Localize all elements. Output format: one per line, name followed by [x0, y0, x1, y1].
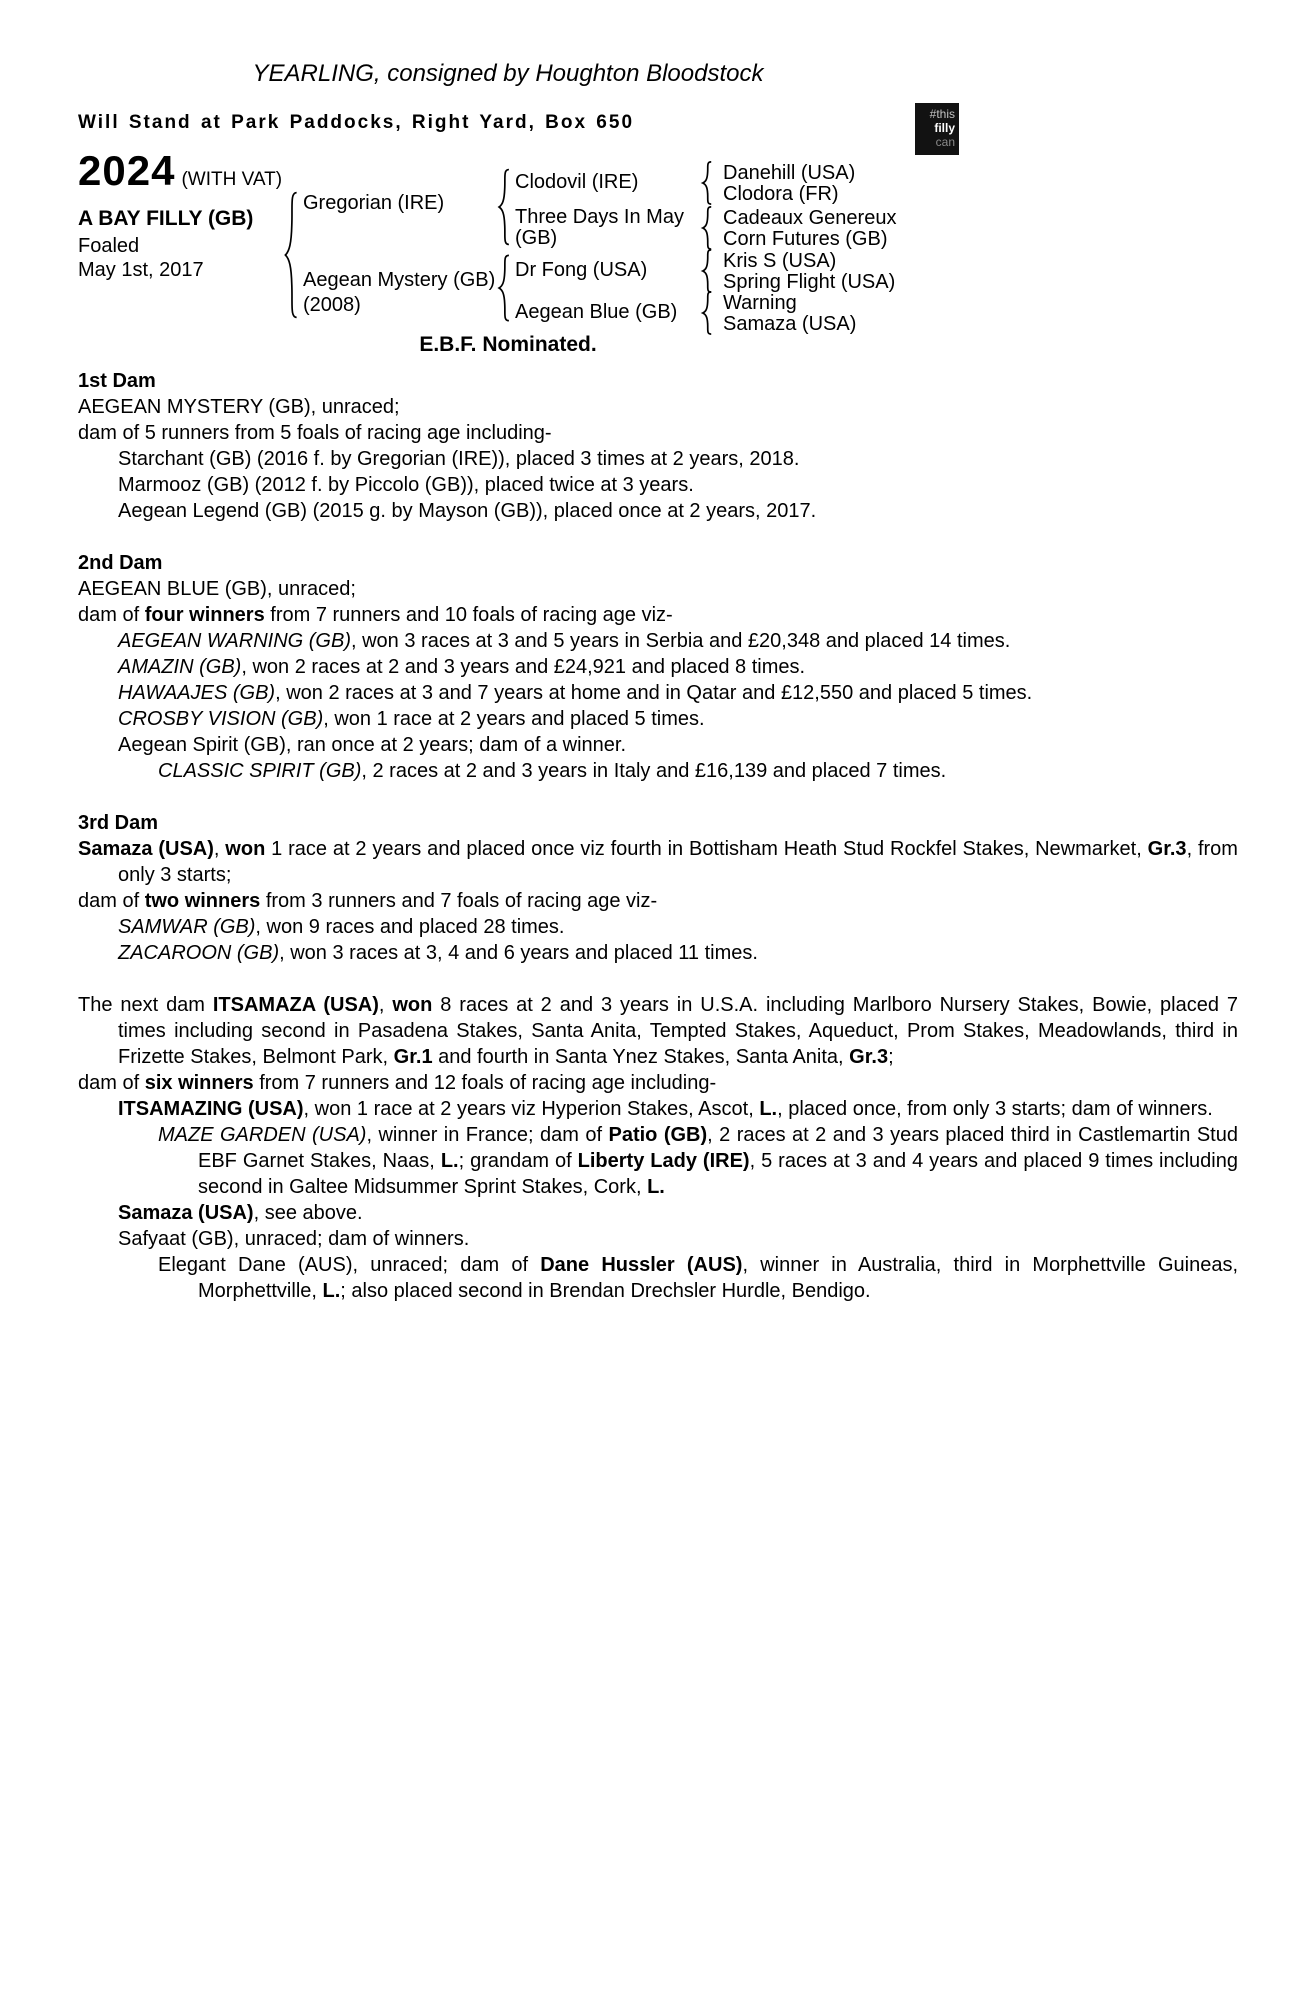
text-run: AEGEAN MYSTERY (GB), unraced; [78, 396, 400, 418]
vat-note: (WITH VAT) [181, 169, 283, 190]
pedigree-paragraph [158, 1252, 1239, 1304]
gen3-name-2: Clodora (FR) [723, 183, 839, 205]
text-run: HAWAAJES (GB) [118, 682, 276, 704]
text-run: SAMWAR (GB) [118, 916, 256, 938]
brace-gen3-1-icon [701, 161, 713, 205]
gen3-name-3: Cadeaux Genereux [723, 207, 897, 229]
pedigree-paragraph [78, 836, 1238, 888]
brace-gen2-sire-icon [497, 168, 511, 246]
text-run: ; also placed second in Brendan Drechsler Hurdle, Bendigo. [340, 1280, 871, 1302]
brace-gen2-dam-icon [497, 254, 511, 322]
text-run: CLASSIC SPIRIT (GB) [158, 760, 362, 782]
text-run: four winners [144, 604, 265, 626]
text-run: L. [440, 1150, 459, 1172]
pedigree-paragraph [118, 680, 1238, 706]
text-run: dam of 5 runners from 5 foals of racing age including- [78, 422, 552, 444]
text-run: , won 2 races at 2 and 3 years and £24,921 and placed 8 times. [241, 656, 806, 678]
text-run: Gr.1 [393, 1046, 433, 1068]
section-heading: 3rd Dam [78, 812, 159, 834]
pedigree-paragraph [118, 1096, 1238, 1122]
text-run: ZACAROON (GB) [118, 942, 280, 964]
lot-number: 2024 [78, 147, 176, 194]
text-run: dam of [78, 1072, 145, 1094]
pedigree-paragraph [118, 732, 1238, 758]
dam-birth-year: (2008) [303, 294, 361, 316]
text-run: Aegean Spirit (GB), ran once at 2 years; dam of a winner. [118, 734, 627, 756]
catalogue-text [78, 368, 1238, 1304]
text-run: Starchant (GB) (2016 f. by Gregorian (IRE)), placed 3 times at 2 years, 2018. [118, 448, 800, 470]
text-run: Marmooz (GB) (2012 f. by Piccolo (GB)), placed twice at 3 years. [118, 474, 694, 496]
text-run: MAZE GARDEN (USA) [158, 1124, 367, 1146]
dam-section [78, 992, 1238, 1304]
text-run: , 2 races at 2 and 3 years in Italy and £16,139 and placed 7 times. [361, 760, 947, 782]
text-run: , won 3 races at 3 and 5 years in Serbia and £20,348 and placed 14 times. [351, 630, 1011, 652]
text-run: AEGEAN BLUE (GB), unraced; [78, 578, 356, 600]
text-run: dam of [78, 604, 145, 626]
text-run: , 2 races at 2 and 3 years placed third in Castlemartin Stud EBF Garnet Stakes, Naas, [198, 1124, 1238, 1172]
stand-location-line: Will Stand at Park Paddocks, Right Yard, Box 650 [78, 112, 635, 133]
sire-name: Gregorian (IRE) [303, 192, 445, 214]
pedigree-paragraph [78, 602, 1238, 628]
brace-gen1-icon [283, 190, 299, 320]
pedigree-paragraph [158, 1122, 1238, 1200]
text-run: , see above. [253, 1202, 363, 1224]
pedigree-paragraph [78, 394, 1238, 420]
pedigree-paragraph [118, 446, 1238, 472]
pedigree-paragraph [118, 914, 1238, 940]
text-run: Elegant Dane (AUS), unraced; dam of [158, 1254, 541, 1276]
text-run: Dane Hussler (AUS) [540, 1254, 743, 1276]
pedigree-paragraph [118, 628, 1238, 654]
brace-gen3-2-icon [701, 206, 713, 250]
text-run: Liberty Lady (IRE) [577, 1150, 750, 1172]
pedigree-paragraph [118, 1226, 1238, 1252]
gen3-name-1: Danehill (USA) [723, 162, 856, 184]
dam-section [78, 550, 1238, 784]
text-run: 1 race at 2 years and placed once viz fourth in Bottisham Heath Stud Rockfel Stakes, Newmarket, [265, 838, 1148, 860]
dam-name: Aegean Mystery (GB) [303, 269, 496, 291]
text-run: dam of [78, 890, 145, 912]
text-run: Safyaat (GB), unraced; dam of winners. [118, 1228, 470, 1250]
text-run: Patio (GB) [608, 1124, 708, 1146]
consignment-title: YEARLING, consigned by Houghton Bloodstock [252, 60, 764, 87]
text-run: L. [759, 1098, 778, 1120]
text-run: , placed once, from only 3 starts; dam of winners. [777, 1098, 1213, 1120]
section-heading: 2nd Dam [78, 552, 163, 574]
text-run: Aegean Legend (GB) (2015 g. by Mayson (GB)), placed once at 2 years, 2017. [118, 500, 817, 522]
text-run: , 5 races at 3 and 4 years and placed 9 times including second in Galtee Midsummer Sprint Stakes, Cork, [198, 1150, 1238, 1198]
text-run: , winner in Australia, third in Morphettville Guineas, Morphettville, [198, 1254, 1239, 1302]
badge-line-1: #this [929, 107, 955, 121]
dam-section [78, 368, 1238, 524]
pedigree-paragraph [118, 654, 1238, 680]
text-run: two winners [144, 890, 261, 912]
text-run: ; [888, 1046, 894, 1068]
gen3-name-6: Spring Flight (USA) [723, 271, 896, 293]
gen3-name-4: Corn Futures (GB) [723, 228, 888, 250]
text-run: ; grandam of [458, 1150, 578, 1172]
dam-dam-name: Aegean Blue (GB) [515, 301, 678, 323]
text-run: and fourth in Santa Ynez Stakes, Santa Anita, [432, 1046, 850, 1068]
pedigree-paragraph [78, 1070, 1238, 1096]
text-run: Gr.3 [849, 1046, 889, 1068]
text-run: Gr.3 [1147, 838, 1187, 860]
pedigree-paragraph [118, 706, 1238, 732]
text-run: 8 races at 2 and 3 years in U.S.A. including Marlboro Nursery Stakes, Bowie, placed 7 times including second in Pasadena Stakes, Santa Anita, Tempted Stakes, Aqueduct, Prom Stakes, Meadowlands, third in Frizette Stakes, Belmont Park, [118, 994, 1239, 1068]
brace-gen3-4-icon [701, 291, 713, 335]
text-run: , [213, 838, 226, 860]
text-run: ITSAMAZING (USA) [118, 1098, 304, 1120]
text-run: L. [322, 1280, 341, 1302]
horse-description: A BAY FILLY (GB) [78, 207, 254, 230]
text-run: , [378, 994, 393, 1016]
lot-row [78, 147, 283, 194]
pedigree-paragraph [78, 420, 1238, 446]
sire-sire-name: Clodovil (IRE) [515, 171, 639, 193]
pedigree-paragraph [78, 888, 1238, 914]
text-run: AEGEAN WARNING (GB) [118, 630, 351, 652]
pedigree-paragraph [158, 758, 1238, 784]
pedigree-paragraph [118, 498, 1238, 524]
pedigree-table [78, 147, 1238, 335]
text-run: Samaza (USA) [78, 838, 214, 860]
text-run: won [225, 838, 266, 860]
pedigree-paragraph [78, 576, 1238, 602]
badge-line-3: can [935, 135, 955, 149]
text-run: from 7 runners and 10 foals of racing age viz- [264, 604, 673, 626]
ebf-nominated-note: E.B.F. Nominated. [419, 333, 597, 356]
text-run: from 7 runners and 12 foals of racing age including- [253, 1072, 717, 1094]
text-run: The next dam [78, 994, 213, 1016]
pedigree-paragraph [118, 940, 1238, 966]
section-heading: 1st Dam [78, 370, 156, 392]
pedigree-paragraph [78, 992, 1239, 1070]
dam-sire-name: Dr Fong (USA) [515, 259, 648, 281]
text-run: Samaza (USA) [118, 1202, 254, 1224]
text-run: , won 9 races and placed 28 times. [255, 916, 565, 938]
dam-section [78, 810, 1238, 966]
text-run: , won 1 race at 2 years and placed 5 times. [323, 708, 705, 730]
foaled-date: May 1st, 2017 [78, 259, 204, 281]
text-run: AMAZIN (GB) [118, 656, 242, 678]
text-run: , won 3 races at 3, 4 and 6 years and placed 11 times. [279, 942, 758, 964]
text-run: , winner in France; dam of [366, 1124, 609, 1146]
gen3-name-5: Kris S (USA) [723, 250, 837, 272]
text-run: , from only 3 starts; [118, 838, 1238, 886]
badge-line-2: filly [934, 121, 955, 135]
thisfillycan-badge [915, 103, 959, 155]
text-run: won [392, 994, 433, 1016]
gen3-name-7: Warning [723, 292, 797, 314]
pedigree-paragraph [118, 472, 1238, 498]
foaled-label: Foaled [78, 235, 140, 257]
text-run: , won 2 races at 3 and 7 years at home and in Qatar and £12,550 and placed 5 times. [275, 682, 1033, 704]
brace-gen3-3-icon [701, 249, 713, 293]
gen3-name-8: Samaza (USA) [723, 313, 857, 335]
text-run: from 3 runners and 7 foals of racing age viz- [260, 890, 658, 912]
text-run: six winners [144, 1072, 254, 1094]
text-run: , won 1 race at 2 years viz Hyperion Stakes, Ascot, [303, 1098, 760, 1120]
text-run: L. [647, 1176, 665, 1198]
text-run: CROSBY VISION (GB) [118, 708, 324, 730]
pedigree-paragraph [118, 1200, 1238, 1226]
sire-dam-name: Three Days In May (GB) [515, 206, 684, 249]
text-run: ITSAMAZA (USA) [212, 994, 379, 1016]
